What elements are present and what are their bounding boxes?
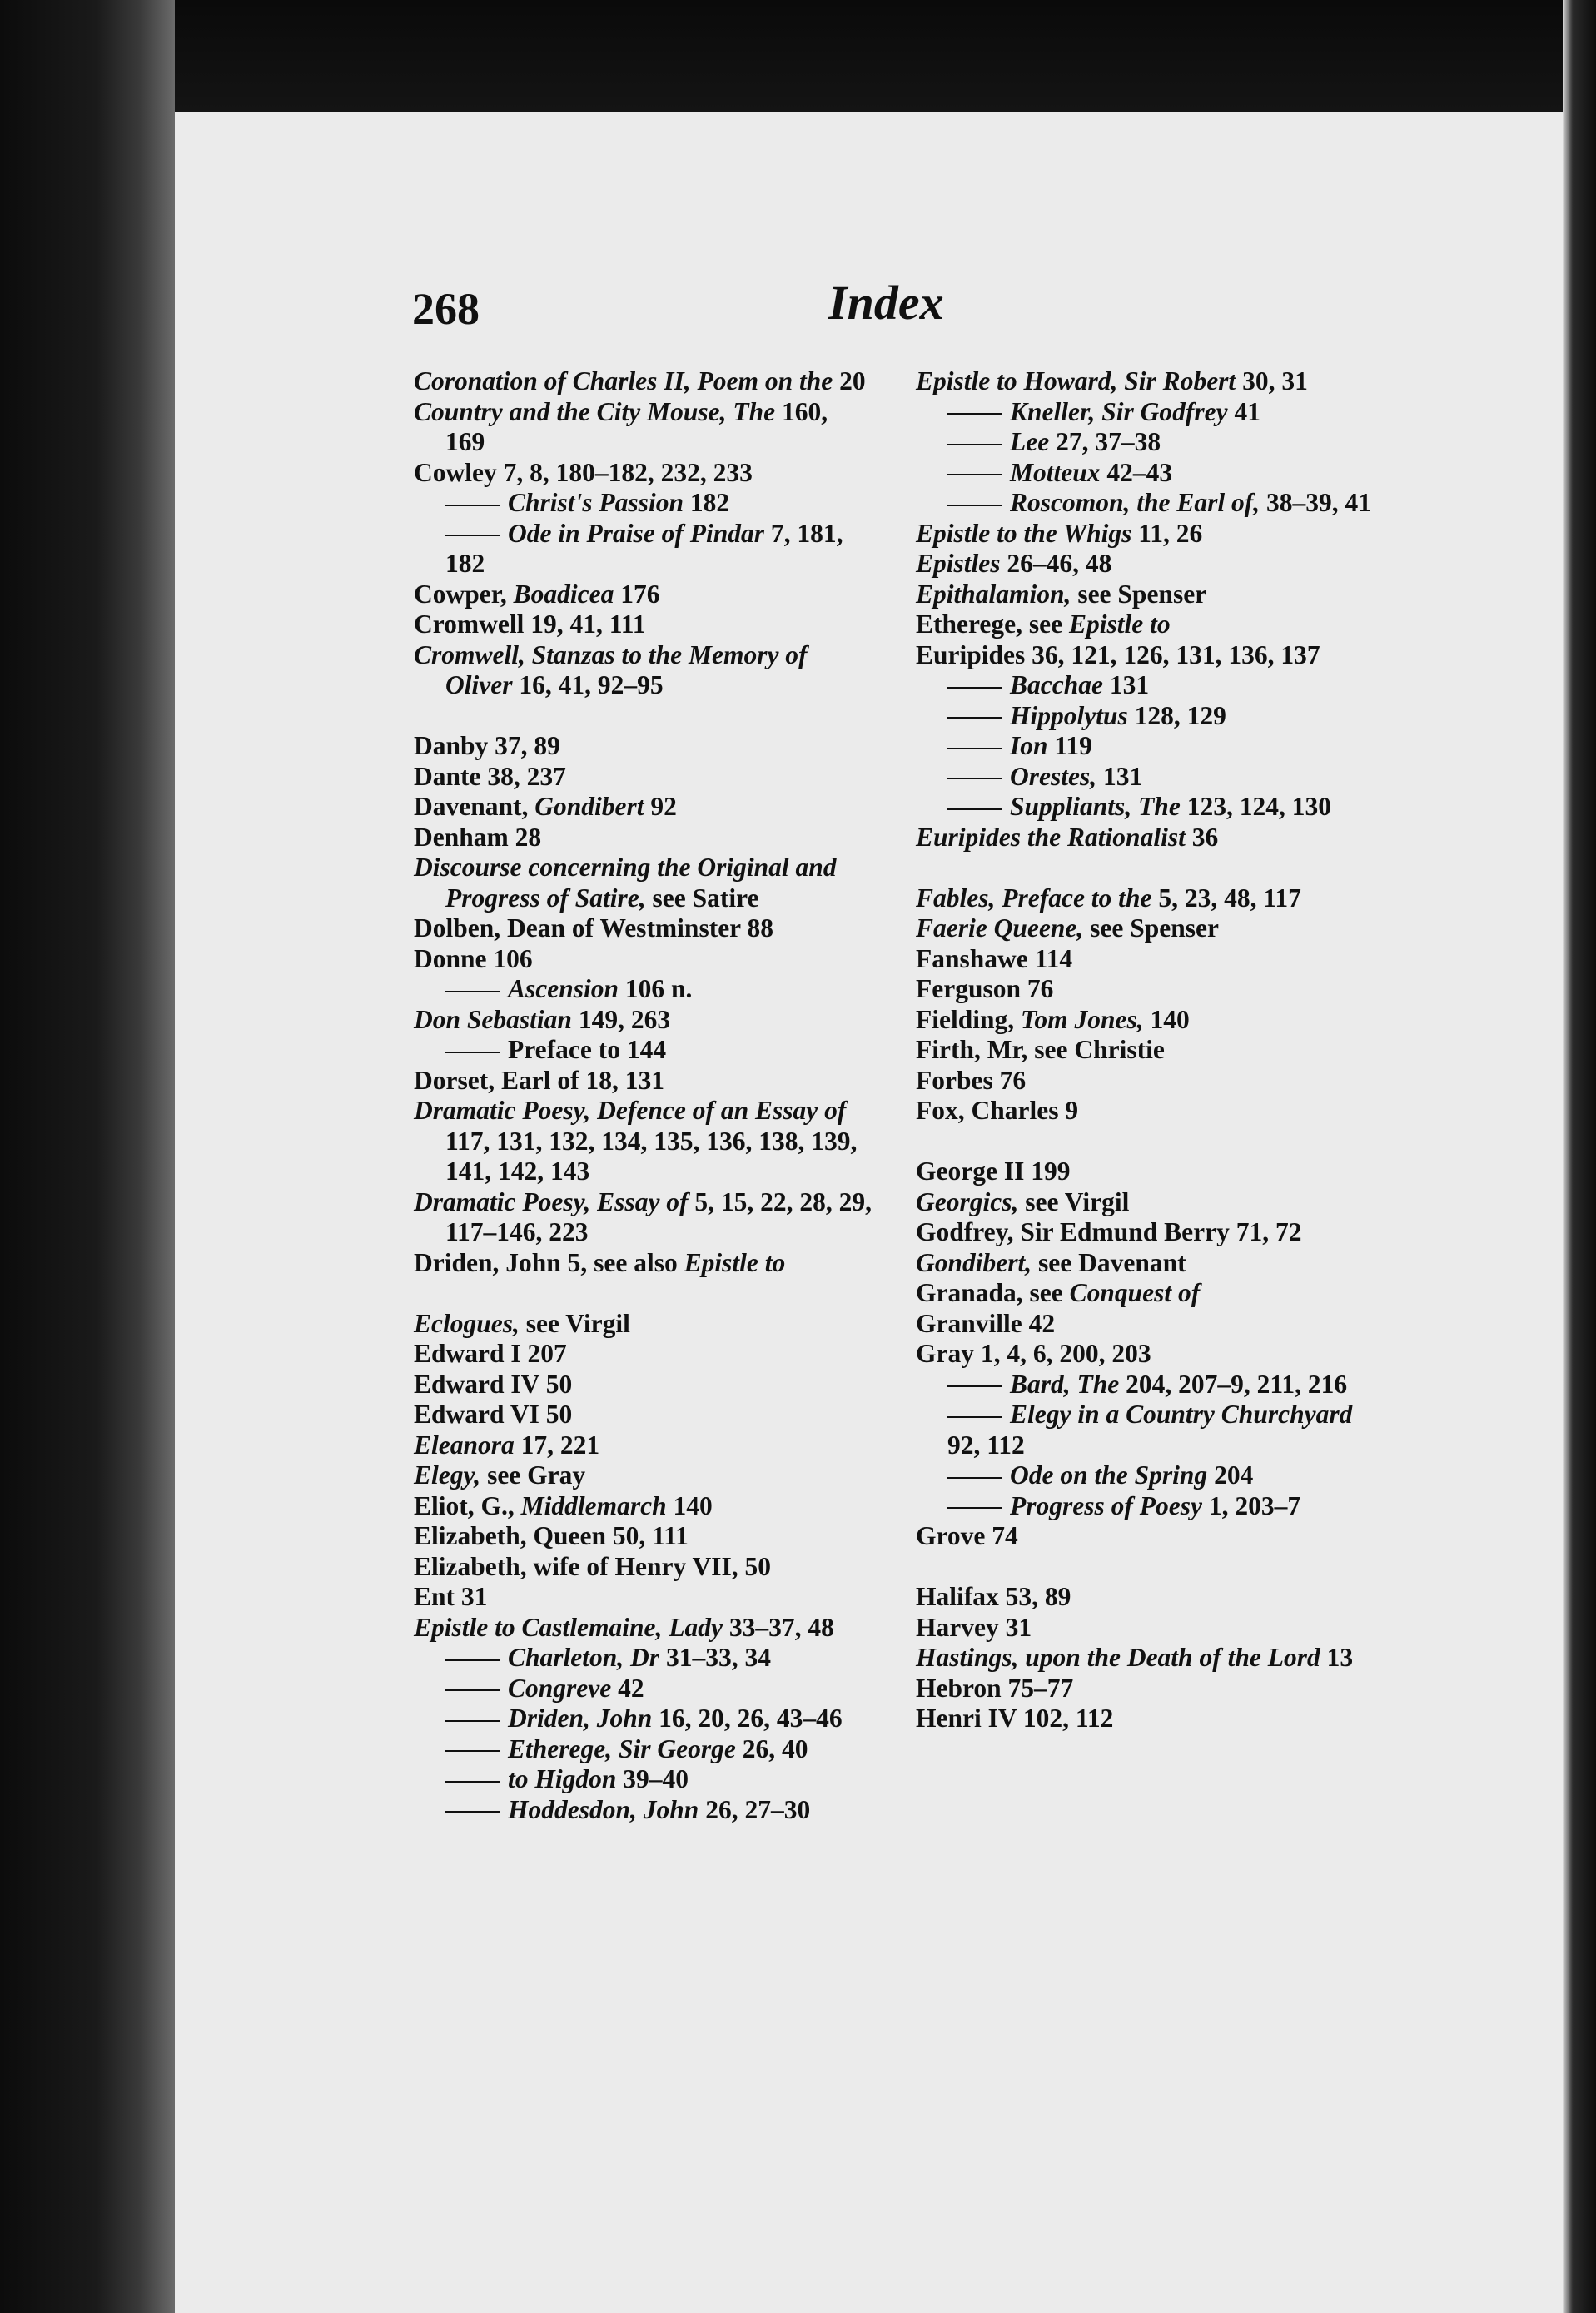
entry-text: Faerie Queene, — [916, 913, 1084, 943]
entry-text: Godfrey, Sir Edmund Berry 71, 72 — [916, 1217, 1302, 1246]
entry-text: Ascension — [508, 974, 619, 1003]
index-subentry — [916, 427, 1375, 458]
index-entry — [414, 1430, 873, 1461]
entry-text: 38–39, 41 — [1260, 488, 1372, 517]
index-entry — [916, 974, 1375, 1005]
running-head: Index — [828, 276, 944, 330]
entry-text: Ion — [1010, 731, 1048, 760]
entry-text: 92 — [644, 792, 677, 821]
index-entry — [414, 1521, 873, 1552]
ditto-dash — [947, 778, 1002, 779]
index-column-right — [916, 366, 1375, 1734]
entry-text: 31–33, 34 — [659, 1643, 771, 1672]
entry-text: Eliot, G., — [414, 1490, 521, 1520]
ditto-dash — [947, 808, 1002, 810]
ditto-dash — [947, 474, 1002, 475]
entry-text: Cromwell, Stanzas to the Memory of Oliver — [414, 639, 808, 699]
entry-text: see Spenser — [1071, 579, 1207, 609]
index-entry — [414, 397, 873, 458]
entry-text: Boadicea — [513, 579, 614, 609]
entry-text: Edward I 207 — [414, 1339, 567, 1368]
ditto-dash — [445, 1659, 500, 1661]
index-subentry — [916, 1491, 1375, 1522]
ditto-dash — [445, 1811, 500, 1813]
entry-text: Euripides 36, 121, 126, 131, 136, 137 — [916, 639, 1320, 669]
entry-text: to Higdon — [508, 1764, 617, 1793]
index-subentry — [916, 1400, 1375, 1460]
index-entry — [916, 1096, 1375, 1127]
ditto-dash — [445, 1720, 500, 1722]
index-entry — [414, 853, 873, 913]
index-entry — [414, 792, 873, 823]
ditto-dash — [947, 748, 1002, 749]
index-entry — [414, 1552, 873, 1583]
entry-text: Cromwell 19, 41, 111 — [414, 609, 646, 639]
entry-text: 5, 23, 48, 117 — [1151, 883, 1301, 913]
entry-text: Gondibert — [534, 792, 644, 821]
entry-text: Elizabeth, Queen 50, 111 — [414, 1521, 689, 1550]
entry-text: 26–46, 48 — [1000, 549, 1112, 578]
entry-text: 36 — [1185, 822, 1219, 852]
entry-text: Edward VI 50 — [414, 1400, 573, 1429]
entry-text: 92, 112 — [947, 1430, 1025, 1460]
index-subentry — [414, 1734, 873, 1765]
ditto-dash — [947, 1477, 1002, 1479]
entry-text: 123, 124, 130 — [1180, 792, 1331, 821]
index-entry — [414, 1096, 873, 1187]
entry-text: 140 — [666, 1490, 713, 1520]
ditto-dash — [947, 413, 1002, 415]
ditto-dash — [947, 717, 1002, 719]
index-entry — [916, 1339, 1375, 1370]
entry-text: Christ's Passion — [508, 488, 684, 517]
entry-text: Dolben, Dean of Westminster 88 — [414, 913, 773, 943]
page-number: 268 — [412, 284, 480, 334]
entry-text: Preface to 144 — [508, 1035, 667, 1064]
index-entry — [414, 366, 873, 397]
entry-text: Eleanora — [414, 1430, 515, 1460]
index-entry — [414, 1613, 873, 1644]
index-entry — [414, 1309, 873, 1340]
entry-text: Epithalamion, — [916, 579, 1071, 609]
index-entry — [414, 913, 873, 944]
entry-text: Denham 28 — [414, 822, 542, 852]
index-entry — [916, 1005, 1375, 1036]
entry-text: Bard, The — [1010, 1369, 1120, 1399]
entry-text: 30, 31 — [1236, 366, 1308, 395]
entry-text: 27, 37–38 — [1049, 427, 1161, 456]
entry-text: 140 — [1143, 1004, 1190, 1034]
entry-text: Henri IV 102, 112 — [916, 1704, 1114, 1733]
entry-text: Firth, Mr, see Christie — [916, 1035, 1165, 1064]
entry-text: 20 — [833, 366, 866, 395]
entry-text: Dramatic Poesy, Defence of an Essay of — [414, 1096, 847, 1125]
entry-text: Driden, John 5, see also — [414, 1247, 684, 1277]
entry-text: Ode on the Spring — [1010, 1460, 1208, 1490]
entry-text: Kneller, Sir Godfrey — [1010, 396, 1228, 426]
entry-text: Donne 106 — [414, 943, 533, 973]
entry-text: see Virgil — [1018, 1186, 1130, 1216]
entry-text: Forbes 76 — [916, 1065, 1027, 1095]
entry-text: 39–40 — [616, 1764, 689, 1793]
entry-text: Fables, Preface to the — [916, 883, 1152, 913]
entry-text: Hastings, upon the Death of the Lord — [916, 1643, 1320, 1672]
index-entry — [916, 1643, 1375, 1674]
entry-text: Ode in Praise of Pindar — [508, 518, 765, 548]
entry-text: Epistle to — [684, 1247, 786, 1277]
entry-text: see Virgil — [519, 1308, 630, 1338]
entry-text: Etherege, see — [916, 609, 1069, 639]
entry-text: 33–37, 48 — [723, 1612, 834, 1642]
entry-text: 131 — [1102, 670, 1150, 699]
entry-text: Congreve — [508, 1673, 612, 1703]
index-entry — [414, 1248, 873, 1279]
entry-text: Suppliants, The — [1010, 792, 1181, 821]
entry-text: Cowper, — [414, 579, 514, 609]
index-subentry — [916, 670, 1375, 701]
ditto-dash — [947, 1385, 1002, 1387]
entry-text: Hoddesdon, John — [508, 1794, 699, 1824]
index-entry — [916, 1613, 1375, 1644]
ditto-dash — [445, 1750, 500, 1752]
index-subentry — [916, 488, 1375, 519]
entry-text: Edward IV 50 — [414, 1369, 573, 1399]
index-entry — [414, 1582, 873, 1613]
ditto-dash — [445, 1689, 500, 1691]
index-entry — [916, 1521, 1375, 1552]
index-entry — [414, 731, 873, 762]
index-subentry — [414, 1643, 873, 1674]
entry-text: Etherege, Sir George — [508, 1734, 736, 1763]
index-entry — [414, 944, 873, 975]
ditto-dash — [947, 687, 1002, 689]
index-entry — [916, 883, 1375, 914]
entry-text: 128, 129 — [1127, 700, 1226, 730]
entry-text: Davenant, — [414, 792, 535, 821]
entry-text: 117, 131, 132, 134, 135, 136, 138, 139, 141, 142, 143 — [445, 1126, 858, 1186]
entry-text: 5, 15, 22, 28, 29, 117–146, 223 — [445, 1186, 873, 1246]
entry-text: Epistle to — [1068, 609, 1171, 639]
entry-text: 119 — [1047, 731, 1092, 760]
entry-text: Hippolytus — [1010, 700, 1128, 730]
index-entry — [414, 1187, 873, 1248]
index-entry — [916, 1187, 1375, 1218]
index-entry — [414, 1005, 873, 1036]
entry-text: 42–43 — [1100, 457, 1173, 487]
entry-text: 1, 203–7 — [1201, 1490, 1301, 1520]
index-subentry — [414, 1764, 873, 1795]
index-entry — [916, 913, 1375, 944]
entry-text: Orestes, — [1010, 761, 1097, 791]
entry-text: Charleton, Dr — [508, 1643, 660, 1672]
entry-text: Harvey 31 — [916, 1612, 1032, 1642]
entry-text: see Spenser — [1083, 913, 1219, 943]
ditto-dash — [445, 1781, 500, 1783]
entry-text: 204, 207–9, 211, 216 — [1119, 1369, 1348, 1399]
index-subentry — [414, 1704, 873, 1734]
index-subentry — [916, 762, 1375, 793]
entry-text: Progress of Poesy — [1010, 1490, 1202, 1520]
entry-text: 204 — [1207, 1460, 1254, 1490]
entry-text: Epistles — [916, 549, 1001, 578]
index-entry — [414, 1460, 873, 1491]
index-entry — [916, 640, 1375, 671]
entry-text: George II 199 — [916, 1156, 1071, 1186]
index-entry — [916, 1582, 1375, 1613]
entry-text: 26, 27–30 — [699, 1794, 811, 1824]
index-entry — [414, 1066, 873, 1097]
index-column-left — [414, 366, 873, 1825]
index-entry — [916, 1674, 1375, 1704]
index-entry — [414, 1339, 873, 1370]
index-entry — [916, 519, 1375, 550]
index-entry — [414, 579, 873, 610]
entry-text: Elegy, — [414, 1460, 481, 1490]
entry-text: Ent 31 — [414, 1582, 488, 1611]
entry-text: Roscomon, the Earl of, — [1010, 488, 1260, 517]
entry-text: 11, 26 — [1131, 518, 1203, 548]
entry-text: Conquest of — [1069, 1278, 1201, 1307]
index-entry — [916, 1248, 1375, 1279]
entry-text: Cowley 7, 8, 180–182, 232, 233 — [414, 457, 753, 487]
entry-text: Eclogues, — [414, 1308, 520, 1338]
index-entry — [916, 609, 1375, 640]
entry-text: Fox, Charles 9 — [916, 1096, 1079, 1125]
entry-text: Country and the City Mouse, The — [414, 396, 776, 426]
index-subentry — [916, 731, 1375, 762]
entry-text: 106 n. — [619, 974, 693, 1003]
entry-text: 7, 181, 182 — [445, 518, 843, 578]
index-entry — [916, 823, 1375, 853]
entry-text: Gondibert, — [916, 1247, 1032, 1277]
entry-text: Driden, John — [508, 1704, 653, 1733]
scan-right-border — [1563, 0, 1596, 2313]
entry-text: Fanshawe 114 — [916, 943, 1073, 973]
index-entry — [916, 1035, 1375, 1066]
ditto-dash — [445, 535, 500, 536]
entry-text: Granville 42 — [916, 1308, 1056, 1338]
entry-text: see Gray — [480, 1460, 586, 1490]
entry-text: Euripides the Rationalist — [916, 822, 1186, 852]
entry-text: Discourse concerning the Original and Progress of Satire, — [414, 853, 837, 913]
book-binding-edge — [0, 0, 175, 2313]
index-subentry — [414, 1035, 873, 1066]
entry-text: Ferguson 76 — [916, 974, 1054, 1003]
index-entry — [916, 1309, 1375, 1340]
entry-text: Bacchae — [1010, 670, 1103, 699]
ditto-dash — [947, 1416, 1002, 1418]
ditto-dash — [947, 444, 1002, 445]
index-entry — [414, 458, 873, 489]
index-subentry — [414, 1795, 873, 1826]
index-subentry — [916, 701, 1375, 732]
entry-text: 17, 221 — [514, 1430, 600, 1460]
index-entry — [916, 1217, 1375, 1248]
entry-text: Dante 38, 237 — [414, 761, 566, 791]
entry-text: Epistle to Howard, Sir Robert — [916, 366, 1236, 395]
entry-text: Danby 37, 89 — [414, 731, 560, 760]
scan-top-border — [0, 0, 1596, 112]
index-subentry — [916, 397, 1375, 428]
entry-text: Elegy in a Country Churchyard — [1010, 1400, 1353, 1429]
entry-text: 16, 41, 92–95 — [512, 670, 664, 699]
index-entry — [414, 609, 873, 640]
ditto-dash — [445, 991, 500, 992]
entry-text: Epistle to Castlemaine, Lady — [414, 1612, 723, 1642]
index-subentry — [414, 974, 873, 1005]
index-subentry — [414, 519, 873, 579]
index-subentry — [916, 792, 1375, 823]
ditto-dash — [445, 505, 500, 506]
index-subentry — [916, 1460, 1375, 1491]
entry-text: 131 — [1096, 761, 1143, 791]
entry-text: 149, 263 — [571, 1004, 671, 1034]
entry-text: Middlemarch — [520, 1490, 667, 1520]
index-entry — [414, 1400, 873, 1430]
index-entry — [916, 1278, 1375, 1309]
index-entry — [916, 579, 1375, 610]
index-entry — [916, 549, 1375, 579]
entry-text: 41 — [1227, 396, 1261, 426]
index-entry — [916, 1156, 1375, 1187]
entry-text: see Satire — [645, 883, 759, 913]
entry-text: 13 — [1320, 1643, 1354, 1672]
index-entry — [916, 366, 1375, 397]
index-entry — [414, 1491, 873, 1522]
entry-text: Motteux — [1010, 457, 1101, 487]
index-entry — [916, 1704, 1375, 1734]
entry-text: Epistle to the Whigs — [916, 518, 1132, 548]
index-subentry — [916, 1370, 1375, 1400]
entry-text: Dramatic Poesy, Essay of — [414, 1186, 689, 1216]
ditto-dash — [947, 505, 1002, 506]
entry-text: Don Sebastian — [414, 1004, 572, 1034]
entry-text: Dorset, Earl of 18, 131 — [414, 1065, 664, 1095]
entry-text: Elizabeth, wife of Henry VII, 50 — [414, 1551, 772, 1581]
entry-text: 26, 40 — [735, 1734, 808, 1763]
index-entry — [916, 944, 1375, 975]
index-entry — [414, 1370, 873, 1400]
entry-text: 16, 20, 26, 43–46 — [652, 1704, 843, 1733]
entry-text: 176 — [614, 579, 660, 609]
entry-text: Grove 74 — [916, 1521, 1018, 1550]
ditto-dash — [445, 1052, 500, 1053]
entry-text: Fielding, — [916, 1004, 1022, 1034]
entry-text: Lee — [1010, 427, 1050, 456]
entry-text: Granada, see — [916, 1278, 1070, 1307]
index-entry — [414, 640, 873, 701]
index-entry — [916, 1066, 1375, 1097]
entry-text: 42 — [611, 1673, 644, 1703]
entry-text: Halifax 53, 89 — [916, 1582, 1071, 1611]
entry-text: Hebron 75–77 — [916, 1673, 1074, 1703]
entry-text: Tom Jones, — [1021, 1004, 1144, 1034]
entry-text: Georgics, — [916, 1186, 1019, 1216]
entry-text: see Davenant — [1032, 1247, 1186, 1277]
index-subentry — [916, 458, 1375, 489]
entry-text: 182 — [683, 488, 730, 517]
index-subentry — [414, 488, 873, 519]
entry-text: Coronation of Charles II, Poem on the — [414, 366, 833, 395]
index-subentry — [414, 1674, 873, 1704]
entry-text: 160, 169 — [445, 396, 828, 456]
index-entry — [414, 762, 873, 793]
entry-text: Gray 1, 4, 6, 200, 203 — [916, 1339, 1151, 1368]
index-entry — [414, 823, 873, 853]
ditto-dash — [947, 1507, 1002, 1509]
